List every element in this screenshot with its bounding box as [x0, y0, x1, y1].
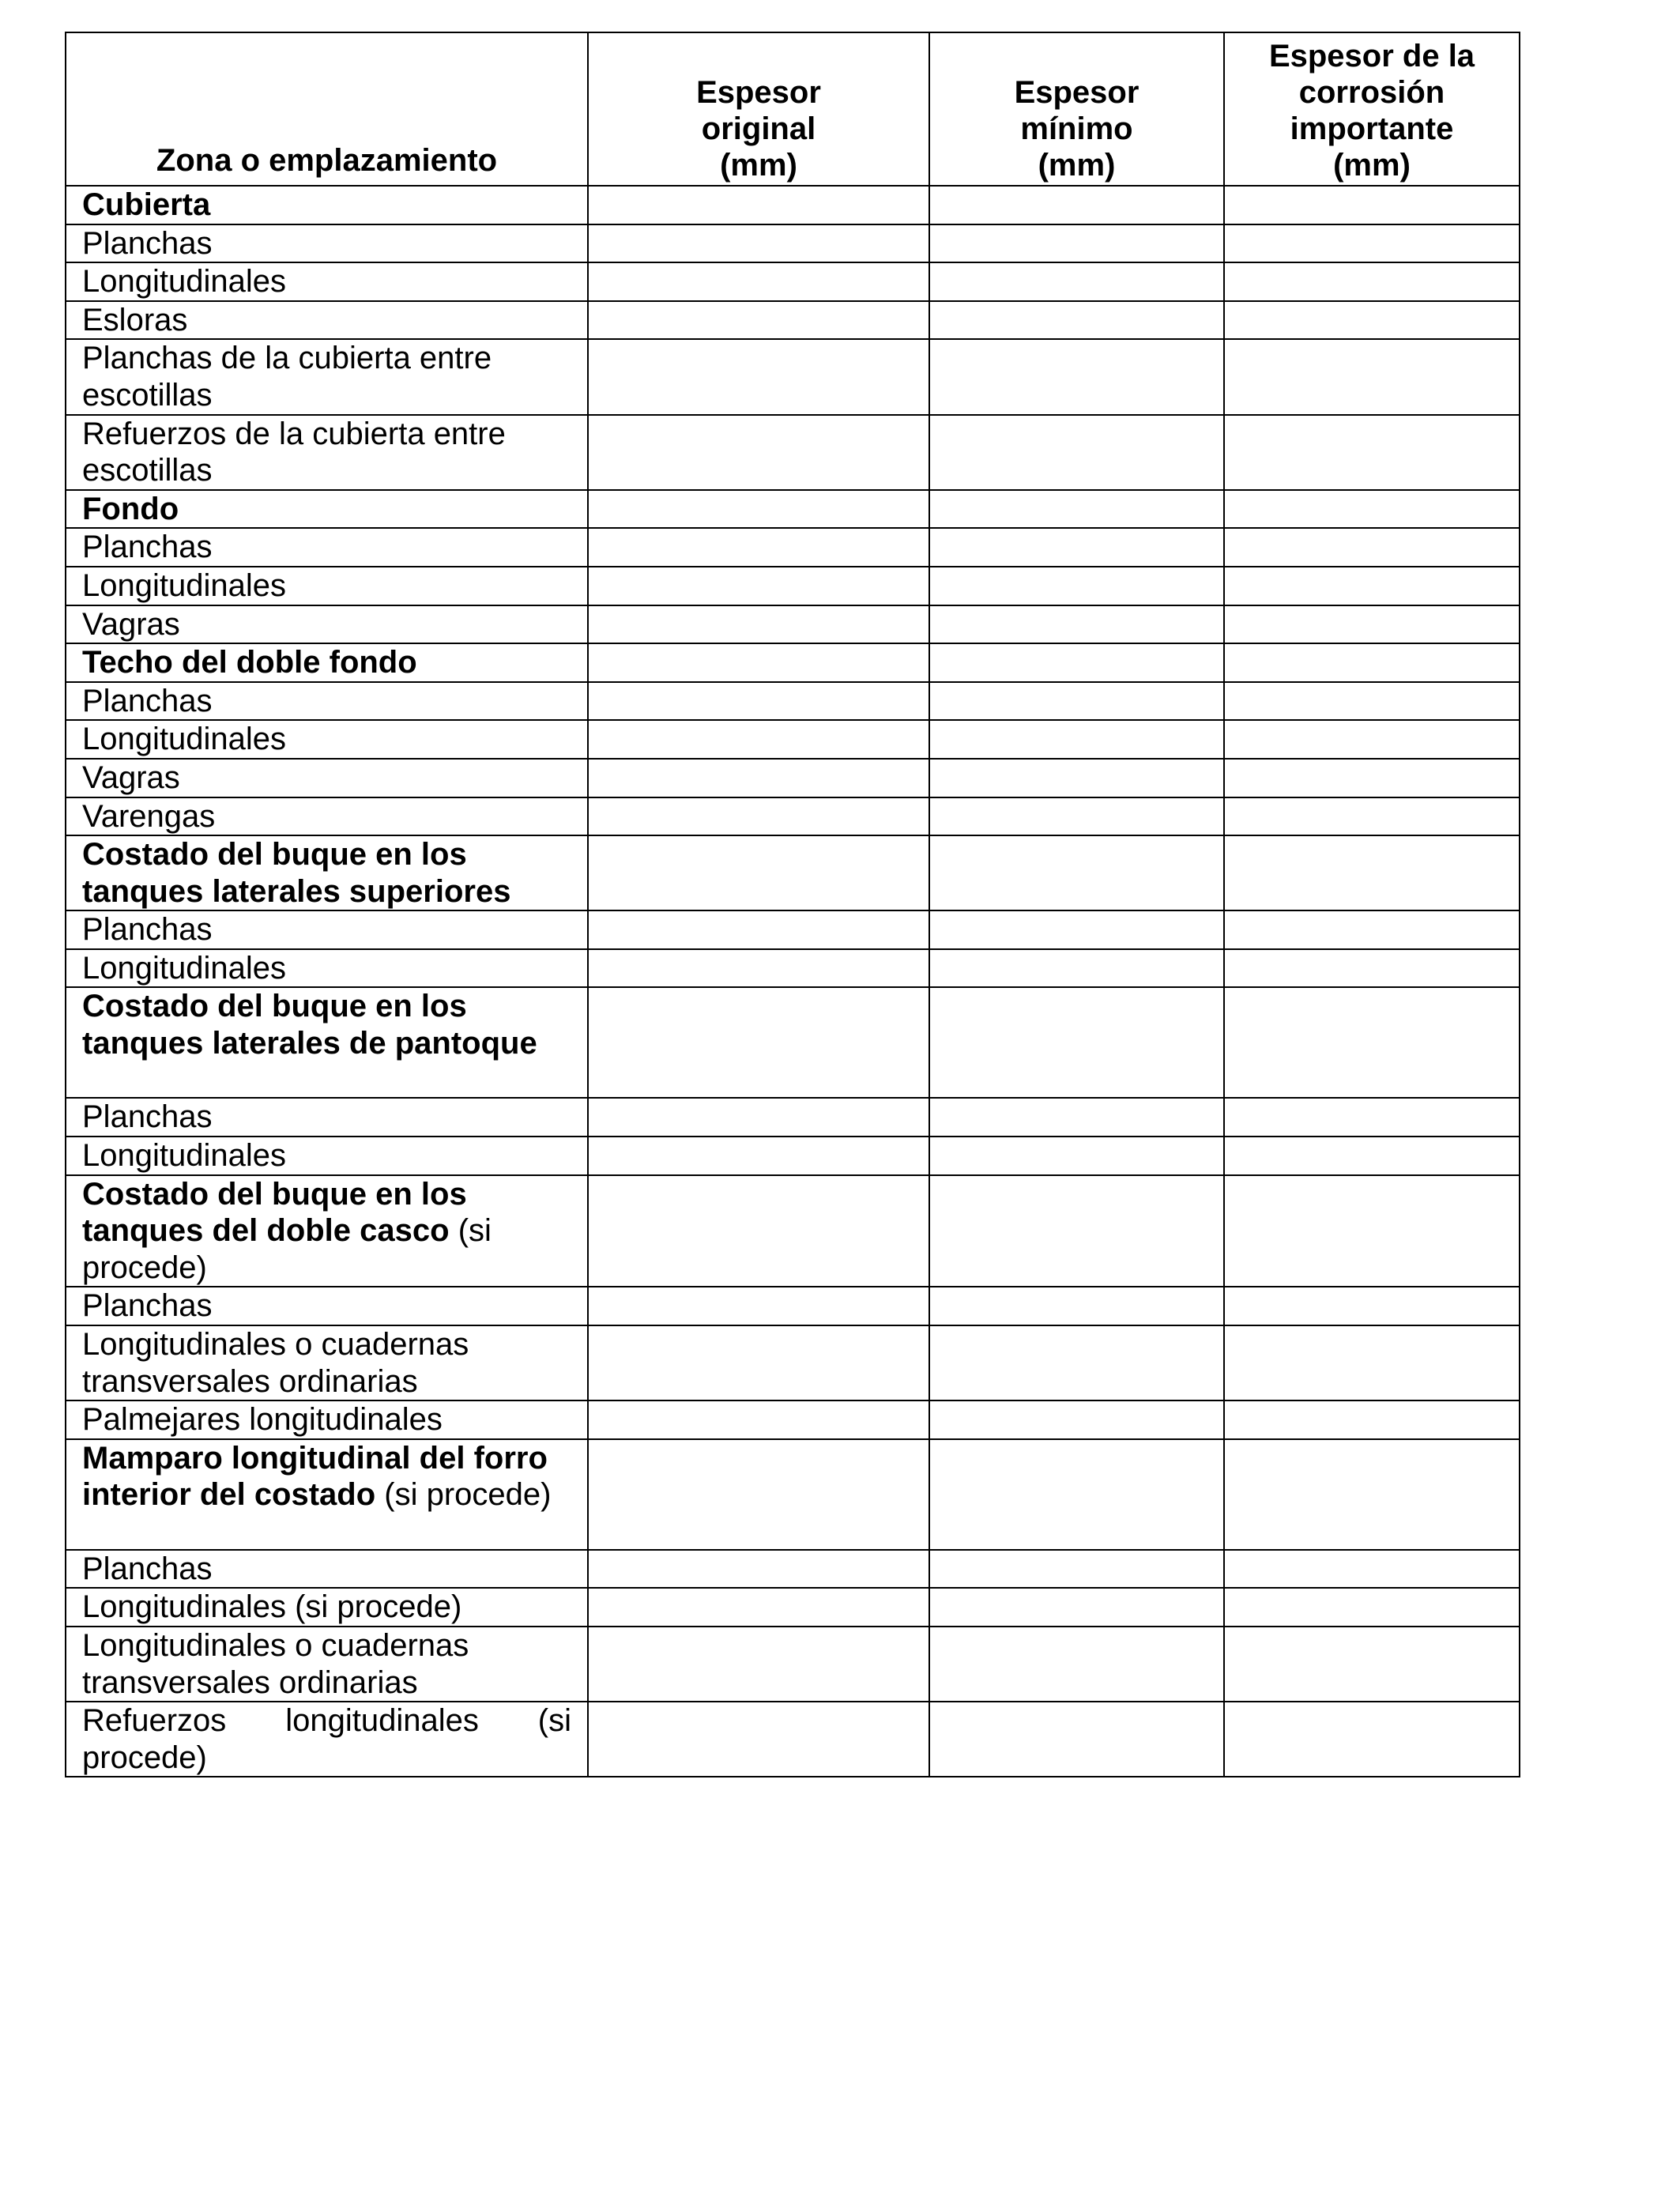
zone-label-cell — [66, 1175, 588, 1287]
zone-label-note: (si procede) — [82, 1213, 492, 1285]
table-row — [66, 759, 1520, 797]
zone-label: Planchas — [82, 1551, 213, 1586]
header-line: original — [701, 111, 816, 146]
value-cell-espesor-original[interactable] — [588, 528, 929, 567]
value-cell-espesor-corrosion[interactable] — [1224, 415, 1520, 490]
value-cell-espesor-corrosion[interactable] — [1224, 1588, 1520, 1627]
zone-label-cell — [66, 1588, 588, 1627]
value-cell-espesor-corrosion[interactable] — [1224, 1550, 1520, 1589]
header-line: Espesor — [696, 75, 821, 110]
zone-label-cell — [66, 224, 588, 263]
table-row — [66, 605, 1520, 644]
zone-label: Costado del buque en los tanques laterales superiores — [82, 837, 511, 909]
zone-label-cell — [66, 759, 588, 797]
value-cell-espesor-corrosion[interactable] — [1224, 720, 1520, 759]
zone-label-cell — [66, 1137, 588, 1175]
value-cell-espesor-original[interactable] — [588, 643, 929, 682]
value-cell-espesor-minimo[interactable] — [929, 224, 1224, 263]
value-cell-espesor-minimo[interactable] — [929, 1702, 1224, 1777]
value-cell-espesor-original[interactable] — [588, 1439, 929, 1550]
value-cell-espesor-original[interactable] — [588, 1137, 929, 1175]
zone-label: Longitudinales o cuadernas transversales ordinarias — [82, 1628, 469, 1700]
header-espesor-corrosion — [1224, 32, 1520, 186]
zone-label: Planchas — [82, 683, 213, 718]
zone-label-cell — [66, 186, 588, 224]
zone-label: Refuerzos de la cubierta entre escotillas — [82, 416, 506, 488]
zone-label-cell — [66, 1287, 588, 1325]
value-cell-espesor-minimo[interactable] — [929, 528, 1224, 567]
value-cell-espesor-corrosion[interactable] — [1224, 1098, 1520, 1137]
value-cell-espesor-minimo[interactable] — [929, 186, 1224, 224]
header-row — [66, 32, 1520, 186]
value-cell-espesor-minimo[interactable] — [929, 1588, 1224, 1627]
table-row — [66, 224, 1520, 263]
value-cell-espesor-original[interactable] — [588, 1175, 929, 1287]
table-row — [66, 720, 1520, 759]
zone-label: Planchas — [82, 912, 213, 948]
header-line: Zona o emplazamiento — [156, 143, 498, 178]
header-line: Espesor de la — [1268, 39, 1475, 74]
zone-label: Longitudinales — [82, 264, 286, 300]
value-cell-espesor-corrosion[interactable] — [1224, 949, 1520, 988]
zone-label-cell — [66, 987, 588, 1098]
table-row — [66, 301, 1520, 340]
value-cell-espesor-corrosion[interactable] — [1224, 1702, 1520, 1777]
value-cell-espesor-original[interactable] — [588, 797, 929, 836]
value-cell-espesor-original[interactable] — [588, 186, 929, 224]
value-cell-espesor-minimo[interactable] — [929, 720, 1224, 759]
table-row — [66, 415, 1520, 490]
zone-label-cell — [66, 910, 588, 949]
zone-label-cell — [66, 643, 588, 682]
table-row — [66, 643, 1520, 682]
value-cell-espesor-minimo[interactable] — [929, 262, 1224, 301]
value-cell-espesor-minimo[interactable] — [929, 1287, 1224, 1325]
value-cell-espesor-corrosion[interactable] — [1224, 682, 1520, 721]
header-line: (mm) — [720, 148, 797, 183]
value-cell-espesor-minimo[interactable] — [929, 1550, 1224, 1589]
zone-label: Planchas — [82, 225, 213, 261]
table-header — [66, 32, 1520, 186]
zone-label-cell — [66, 1550, 588, 1589]
table-row — [66, 797, 1520, 836]
table-row — [66, 1400, 1520, 1439]
value-cell-espesor-minimo[interactable] — [929, 835, 1224, 910]
table-body — [66, 186, 1520, 1777]
header-espesor-minimo — [929, 32, 1224, 186]
value-cell-espesor-corrosion[interactable] — [1224, 987, 1520, 1098]
value-cell-espesor-original[interactable] — [588, 339, 929, 414]
value-cell-espesor-minimo[interactable] — [929, 339, 1224, 414]
zone-label: Planchas — [82, 1099, 213, 1135]
value-cell-espesor-minimo[interactable] — [929, 1137, 1224, 1175]
value-cell-espesor-minimo[interactable] — [929, 301, 1224, 340]
zone-label: Palmejares longitudinales — [82, 1402, 443, 1438]
zone-label: Planchas de la cubierta entre escotillas — [82, 341, 492, 413]
value-cell-espesor-original[interactable] — [588, 987, 929, 1098]
table-row — [66, 1588, 1520, 1627]
value-cell-espesor-corrosion[interactable] — [1224, 262, 1520, 301]
value-cell-espesor-original[interactable] — [588, 1550, 929, 1589]
value-cell-espesor-original[interactable] — [588, 1400, 929, 1439]
zone-label-cell — [66, 490, 588, 529]
zone-label-cell — [66, 1627, 588, 1702]
table-row — [66, 1627, 1520, 1702]
table-row — [66, 682, 1520, 721]
zone-label: Cubierta — [82, 187, 211, 222]
value-cell-espesor-corrosion[interactable] — [1224, 490, 1520, 529]
value-cell-espesor-minimo[interactable] — [929, 605, 1224, 644]
table-row — [66, 528, 1520, 567]
zone-label: Techo del doble fondo — [82, 645, 417, 680]
value-cell-espesor-minimo[interactable] — [929, 1325, 1224, 1400]
value-cell-espesor-minimo[interactable] — [929, 567, 1224, 605]
value-cell-espesor-corrosion[interactable] — [1224, 643, 1520, 682]
value-cell-espesor-corrosion[interactable] — [1224, 1137, 1520, 1175]
zone-label: Longitudinales (si procede) — [82, 1589, 462, 1625]
header-line: mínimo — [1020, 111, 1133, 146]
value-cell-espesor-original[interactable] — [588, 1325, 929, 1400]
value-cell-espesor-original[interactable] — [588, 1287, 929, 1325]
value-cell-espesor-corrosion[interactable] — [1224, 1400, 1520, 1439]
zone-label-cell — [66, 301, 588, 340]
value-cell-espesor-original[interactable] — [588, 262, 929, 301]
value-cell-espesor-minimo[interactable] — [929, 910, 1224, 949]
value-cell-espesor-corrosion[interactable] — [1224, 567, 1520, 605]
value-cell-espesor-corrosion[interactable] — [1224, 1439, 1520, 1550]
zone-label-cell — [66, 949, 588, 988]
value-cell-espesor-corrosion[interactable] — [1224, 835, 1520, 910]
value-cell-espesor-corrosion[interactable] — [1224, 301, 1520, 340]
zone-label-cell — [66, 1439, 588, 1550]
table-row — [66, 339, 1520, 414]
zone-label: Planchas — [82, 530, 213, 565]
table-row — [66, 1175, 1520, 1287]
zone-label-cell — [66, 262, 588, 301]
value-cell-espesor-minimo[interactable] — [929, 1400, 1224, 1439]
zone-label-cell — [66, 1098, 588, 1137]
value-cell-espesor-corrosion[interactable] — [1224, 910, 1520, 949]
zone-label: Esloras — [82, 302, 188, 337]
value-cell-espesor-original[interactable] — [588, 720, 929, 759]
value-cell-espesor-original[interactable] — [588, 835, 929, 910]
table-row — [66, 987, 1520, 1098]
table-row — [66, 835, 1520, 910]
value-cell-espesor-corrosion[interactable] — [1224, 339, 1520, 414]
table-row — [66, 1702, 1520, 1777]
value-cell-espesor-minimo[interactable] — [929, 682, 1224, 721]
value-cell-espesor-corrosion[interactable] — [1224, 759, 1520, 797]
thickness-table — [65, 32, 1520, 1777]
header-line: importante — [1290, 111, 1454, 146]
zone-label-cell — [66, 1702, 588, 1777]
table-row — [66, 567, 1520, 605]
zone-label: Vagras — [82, 760, 180, 795]
zone-label: Costado del buque en los tanques laterales de pantoque — [82, 989, 537, 1061]
value-cell-espesor-minimo[interactable] — [929, 490, 1224, 529]
zone-label-cell — [66, 605, 588, 644]
value-cell-espesor-minimo[interactable] — [929, 415, 1224, 490]
value-cell-espesor-original[interactable] — [588, 1588, 929, 1627]
table-row — [66, 1287, 1520, 1325]
table-row — [66, 186, 1520, 224]
zone-label-cell — [66, 1325, 588, 1400]
value-cell-espesor-original[interactable] — [588, 949, 929, 988]
header-line: corrosión — [1298, 75, 1445, 110]
value-cell-espesor-original[interactable] — [588, 1702, 929, 1777]
value-cell-espesor-corrosion[interactable] — [1224, 528, 1520, 567]
value-cell-espesor-original[interactable] — [588, 567, 929, 605]
zone-label: Longitudinales — [82, 567, 286, 603]
value-cell-espesor-corrosion[interactable] — [1224, 1287, 1520, 1325]
zone-label-cell — [66, 567, 588, 605]
zone-label: Refuerzos longitudinales (si procede) — [82, 1703, 571, 1775]
zone-label: Planchas — [82, 1288, 213, 1324]
zone-label: Fondo — [82, 491, 179, 526]
header-line: (mm) — [1333, 148, 1411, 183]
zone-label: Longitudinales — [82, 950, 286, 986]
value-cell-espesor-corrosion[interactable] — [1224, 224, 1520, 263]
value-cell-espesor-original[interactable] — [588, 605, 929, 644]
value-cell-espesor-corrosion[interactable] — [1224, 605, 1520, 644]
header-line: Espesor — [1014, 75, 1139, 110]
table-row — [66, 910, 1520, 949]
zone-label: Mamparo longitudinal del forro interior del costado — [82, 1440, 548, 1513]
value-cell-espesor-corrosion[interactable] — [1224, 797, 1520, 836]
zone-label-cell — [66, 415, 588, 490]
value-cell-espesor-minimo[interactable] — [929, 987, 1224, 1098]
value-cell-espesor-minimo[interactable] — [929, 759, 1224, 797]
value-cell-espesor-corrosion[interactable] — [1224, 1627, 1520, 1702]
value-cell-espesor-minimo[interactable] — [929, 1098, 1224, 1137]
header-espesor-original — [588, 32, 929, 186]
value-cell-espesor-original[interactable] — [588, 682, 929, 721]
value-cell-espesor-corrosion[interactable] — [1224, 1325, 1520, 1400]
value-cell-espesor-original[interactable] — [588, 759, 929, 797]
value-cell-espesor-corrosion[interactable] — [1224, 1175, 1520, 1287]
header-line: (mm) — [1038, 148, 1116, 183]
zone-label: Longitudinales — [82, 722, 286, 757]
table-row — [66, 1439, 1520, 1550]
table-row — [66, 1137, 1520, 1175]
zone-label: Costado del buque en los tanques del doble casco — [82, 1176, 467, 1249]
value-cell-espesor-original[interactable] — [588, 910, 929, 949]
value-cell-espesor-minimo[interactable] — [929, 1175, 1224, 1287]
zone-label-cell — [66, 835, 588, 910]
zone-label-note: (si procede) — [375, 1477, 552, 1513]
zone-label: Vagras — [82, 606, 180, 642]
table-row — [66, 1325, 1520, 1400]
table-row — [66, 490, 1520, 529]
table-row — [66, 1098, 1520, 1137]
value-cell-espesor-minimo[interactable] — [929, 643, 1224, 682]
value-cell-espesor-corrosion[interactable] — [1224, 186, 1520, 224]
value-cell-espesor-original[interactable] — [588, 1627, 929, 1702]
value-cell-espesor-minimo[interactable] — [929, 949, 1224, 988]
zone-label: Longitudinales o cuadernas transversales ordinarias — [82, 1327, 469, 1399]
zone-label: Varengas — [82, 798, 216, 834]
zone-label-cell — [66, 528, 588, 567]
zone-label-cell — [66, 797, 588, 836]
value-cell-espesor-original[interactable] — [588, 224, 929, 263]
zone-label-cell — [66, 720, 588, 759]
header-zona — [66, 32, 588, 186]
table-row — [66, 1550, 1520, 1589]
table-row — [66, 262, 1520, 301]
table-row — [66, 949, 1520, 988]
zone-label-cell — [66, 1400, 588, 1439]
value-cell-espesor-original[interactable] — [588, 301, 929, 340]
zone-label-cell — [66, 339, 588, 414]
value-cell-espesor-minimo[interactable] — [929, 1627, 1224, 1702]
value-cell-espesor-original[interactable] — [588, 490, 929, 529]
value-cell-espesor-minimo[interactable] — [929, 797, 1224, 836]
value-cell-espesor-minimo[interactable] — [929, 1439, 1224, 1550]
value-cell-espesor-original[interactable] — [588, 415, 929, 490]
zone-label-cell — [66, 682, 588, 721]
zone-label: Longitudinales — [82, 1138, 286, 1174]
value-cell-espesor-original[interactable] — [588, 1098, 929, 1137]
